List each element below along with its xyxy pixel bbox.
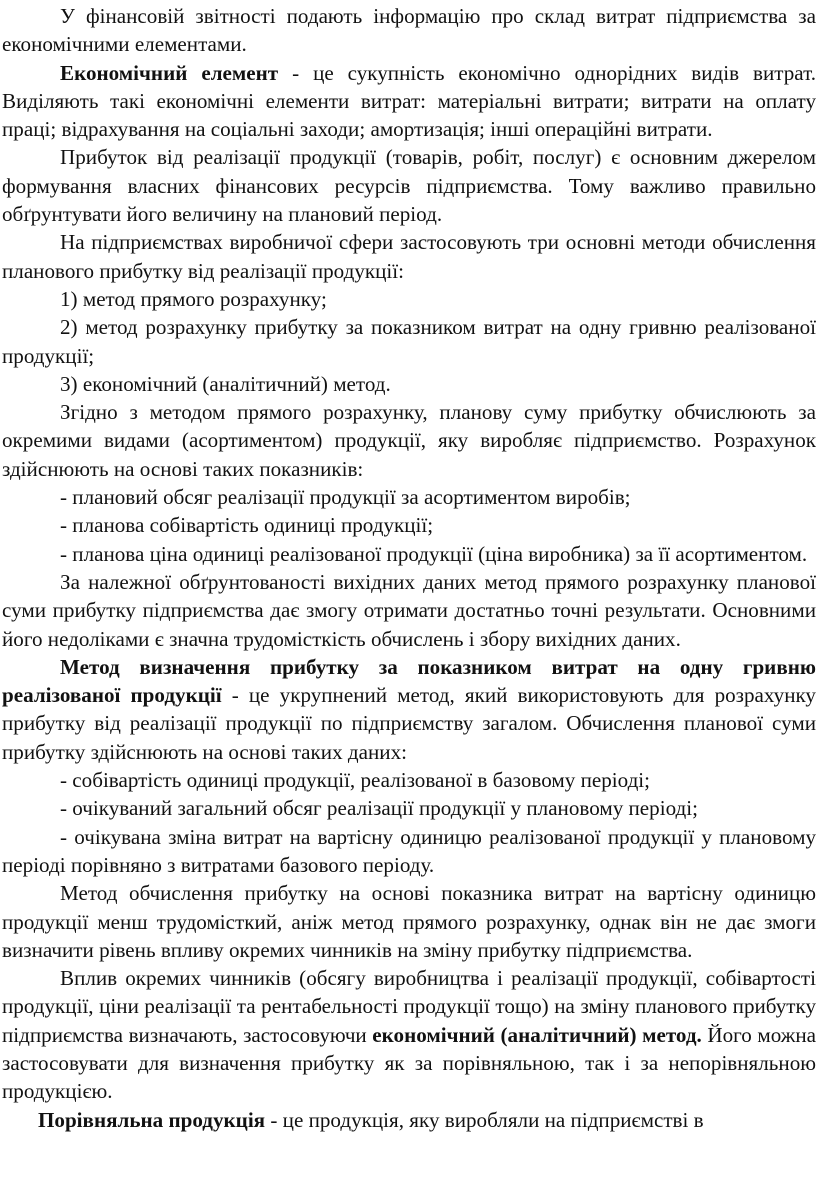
- paragraph-comparable-products: Порівняльна продукція - це продукція, яку виробляли на підприємстві в: [38, 1107, 704, 1132]
- direct-indicator-1: - плановий обсяг реалізації продукції за асортиментом виробів;: [60, 485, 631, 510]
- paragraph-economic-element: Економічний елемент - це сукупність економічно однорідних видів витрат. Виділяють такі економічні елементи витрат: матеріальні витрати; витрати на оплату праці; відрахування на соціальні заходи; амортизація; інші операційні витрати.: [2, 60, 816, 142]
- cost-method-data-2: - очікуваний загальний обсяг реалізації продукції у плановому періоді;: [60, 796, 698, 821]
- method-item-1: 1) метод прямого розрахунку;: [60, 286, 327, 311]
- paragraph-direct-method: Згідно з методом прямого розрахунку, планову суму прибутку обчислюють за окремими видами (асортиментом) продукції, яку виробляє підприємство. Розрахунок здійснюють на основі таких показників:: [2, 400, 816, 481]
- method-item-2: 2) метод розрахунку прибутку за показником витрат на одну гривню реалізованої продукції;: [2, 315, 816, 368]
- direct-indicator-3: - планова ціна одиниці реалізованої продукції (ціна виробника) за її асортиментом.: [60, 541, 808, 566]
- term-analytical-method: економічний (аналітичний) метод.: [372, 1022, 702, 1047]
- paragraph-profit-source: Прибуток від реалізації продукції (товарів, робіт, послуг) є основним джерелом формування власних фінансових ресурсів підприємства. Тому важливо правильно обґрунтувати його величину на плановий період.: [2, 145, 816, 227]
- paragraph-direct-method-accuracy: За належної обґрунтованості вихідних даних метод прямого розрахунку планової суми прибутку підприємства дає змогу отримати достатньо точні результати. Основними його недоліками є значна трудомісткість обчислень і збору вихідних даних.: [2, 569, 816, 651]
- paragraph-cost-reporting: У фінансовій звітності подають інформацію про склад витрат підприємства за економічними елементами.: [2, 4, 816, 57]
- paragraph-cost-per-hryvnia-method: Метод визначення прибутку за показником витрат на одну гривню реалізованої продукції - це укрупнений метод, який використовують для розрахунку прибутку від реалізації продукції по підприємству загалом. Обчислення планової суми прибутку здійснюють на основі таких даних:: [2, 654, 816, 764]
- method-item-3: 3) економічний (аналітичний) метод.: [60, 371, 391, 396]
- term-cost-per-hryvnia-method: Метод визначення прибутку за показником витрат на одну гривню реалізованої продукції: [2, 654, 816, 708]
- term-economic-element: Економічний елемент: [60, 60, 279, 85]
- paragraph-methods-intro: На підприємствах виробничої сфери застосовують три основні методи обчислення планового прибутку від реалізації продукції:: [2, 230, 816, 283]
- term-comparable-products: Порівняльна продукція: [38, 1107, 266, 1132]
- cost-method-data-1: - собівартість одиниці продукції, реалізованої в базовому періоді;: [60, 768, 651, 793]
- paragraph-cost-method-comparison: Метод обчислення прибутку на основі показника витрат на вартісну одиницю продукції менш трудомісткий, аніж метод прямого розрахунку, однак він не дає змоги визначити рівень впливу окремих чинників на зміну прибутку підприємства.: [2, 881, 816, 962]
- paragraph-analytical-method: Вплив окремих чинників (обсягу виробництва і реалізації продукції, собівартості продукції, ціни реалізації та рентабельності продукції тощо) на зміну планового прибутку підприємства визначають, застосовуючи економічний (аналітичний) метод. Його можна застосовувати для визначення прибутку як за порівняльною, так і за непорівняльною продукцією.: [2, 966, 816, 1104]
- cost-method-data-3: - очікувана зміна витрат на вартісну одиницю реалізованої продукції у плановому періоді порівняно з витратами базового періоду.: [2, 824, 816, 877]
- direct-indicator-2: - планова собівартість одиниці продукції;: [60, 513, 434, 538]
